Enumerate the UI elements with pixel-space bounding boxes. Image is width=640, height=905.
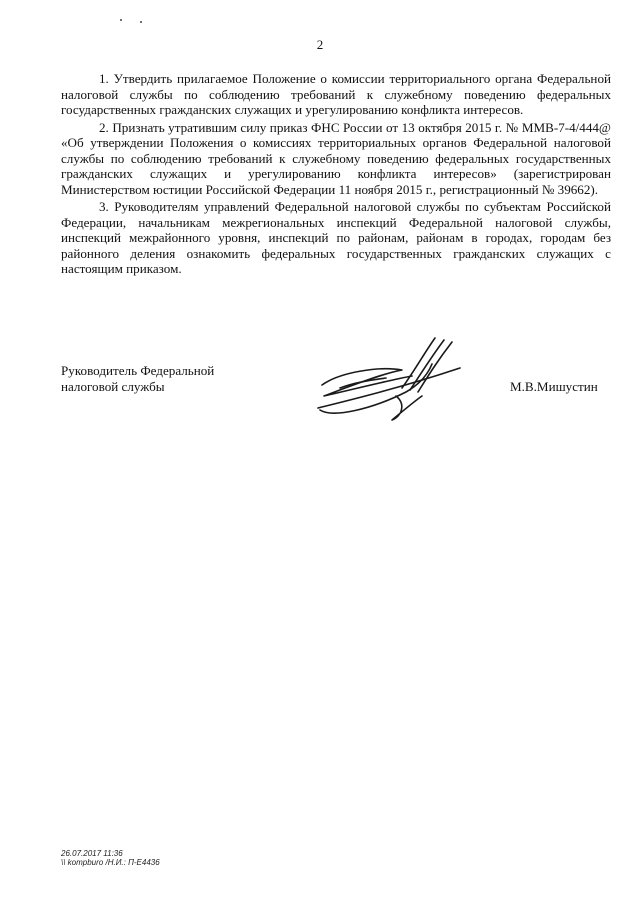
paragraph-3: 3. Руководителям управлений Федеральной налоговой службы по субъектам Российской Федерации, начальникам межрегиональных инспекций Федеральной налоговой службы, инспекций межрайонного уровня, инспекций по районам, районам в городах, городам без районного деления ознакомить федеральных государственных гражданских служащих с настоящим приказом. — [61, 199, 611, 276]
paragraph-1: 1. Утвердить прилагаемое Положение о комиссии территориального органа Федеральной налоговой службы по соблюдению требований к служебному поведению федеральных государственных гражданских служащих и урегулированию конфликта интересов. — [61, 71, 611, 117]
page-number: 2 — [316, 37, 324, 52]
footer-file-path: \\ kompburo /Н.И.: П-Е4436 — [61, 858, 160, 867]
signer-title — [61, 363, 214, 395]
scan-speck — [120, 19, 122, 21]
scan-speck — [140, 21, 142, 23]
document-body — [61, 71, 611, 279]
footer-date: 26.07.2017 11:36 — [61, 849, 123, 858]
signer-name: М.В.Мишустин — [510, 379, 598, 394]
document-footer — [61, 849, 160, 867]
handwritten-signature — [310, 330, 470, 425]
signer-title-line-1: Руководитель Федеральной — [61, 363, 215, 378]
paragraph-2: 2. Признать утратившим силу приказ ФНС России от 13 октября 2015 г. № ММВ-7-4/444@ «Об утверждении Положения о комиссиях территориальных органов Федеральной налоговой службы по соблюдению требований к служебному поведению федеральных государственных гражданских служащих и урегулированию конфликта интересов» (зарегистрирован Министерством юстиции Российской Федерации 11 ноября 2015 г., регистрационный № 39662). — [61, 119, 611, 197]
signer-title-line-2: налоговой службы — [61, 379, 165, 394]
